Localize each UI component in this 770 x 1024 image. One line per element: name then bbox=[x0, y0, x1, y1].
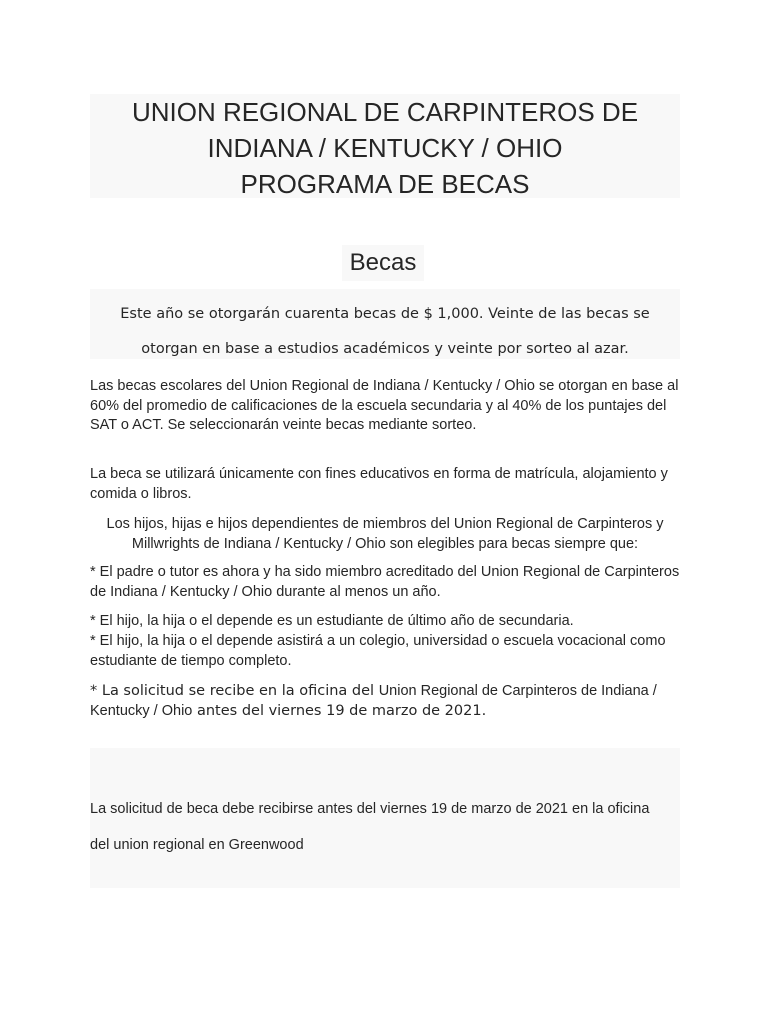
eligibility-paragraph bbox=[90, 515, 680, 554]
title-line-3: PROGRAMA DE BECAS bbox=[240, 169, 530, 199]
intro-box bbox=[90, 289, 680, 359]
section-heading-box bbox=[342, 245, 424, 281]
eligibility-line-1: Los hijos, hijas e hijos dependientes de miembros del Union Regional de Carpinteros y bbox=[106, 516, 664, 532]
intro-line-1: Este año se otorgarán cuarenta becas de $ 1,000. Veinte de las becas se bbox=[120, 306, 650, 322]
intro-line-2: otorgan en base a estudios académicos y veinte por sorteo al azar. bbox=[141, 341, 629, 357]
eligibility-line-2: Millwrights de Indiana / Kentucky / Ohio son elegibles para becas siempre que: bbox=[131, 535, 639, 552]
deadline-note-box bbox=[90, 748, 680, 888]
criteria-paragraph: Las becas escolares del Union Regional de Indiana / Kentucky / Ohio se otorgan en base al 60% del promedio de calificaciones de la escuela secundaria y al 40% de los puntajes del SAT o ACT. Se seleccionarán veinte becas mediante sorteo. bbox=[90, 378, 679, 433]
requirement-3: * El hijo, la hija o el depende asistirá a un colegio, universidad o escuela vocacional como estudiante de tiempo completo. bbox=[90, 633, 666, 669]
requirement-1: * El padre o tutor es ahora y ha sido miembro acreditado del Union Regional de Carpinteros de Indiana / Kentucky / Ohio durante al menos un año. bbox=[90, 564, 680, 600]
title-line-1: UNION REGIONAL DE CARPINTEROS DE bbox=[131, 97, 639, 127]
requirement-4-start: * La solicitud se recibe en la oficina del bbox=[90, 683, 379, 699]
requirement-2: * El hijo, la hija o el depende es un estudiante de último año de secundaria. bbox=[90, 613, 574, 629]
document-title bbox=[90, 94, 680, 198]
requirement-4 bbox=[90, 681, 680, 721]
deadline-note-line-1: La solicitud de beca debe recibirse antes del viernes 19 de marzo de 2021 en la oficina bbox=[90, 801, 650, 817]
requirement-4-office: Union Regional de Carpinteros de Indiana / Kentucky / Ohio bbox=[90, 683, 657, 719]
requirement-4-deadline: antes del viernes 19 de marzo de 2021. bbox=[192, 703, 487, 719]
usage-paragraph: La beca se utilizará únicamente con fines educativos en forma de matrícula, alojamiento y comida o libros. bbox=[90, 466, 668, 502]
title-line-2: INDIANA / KENTUCKY / OHIO bbox=[207, 133, 563, 163]
deadline-note-line-2: del union regional en Greenwood bbox=[90, 837, 304, 853]
section-heading: Becas bbox=[349, 249, 417, 276]
